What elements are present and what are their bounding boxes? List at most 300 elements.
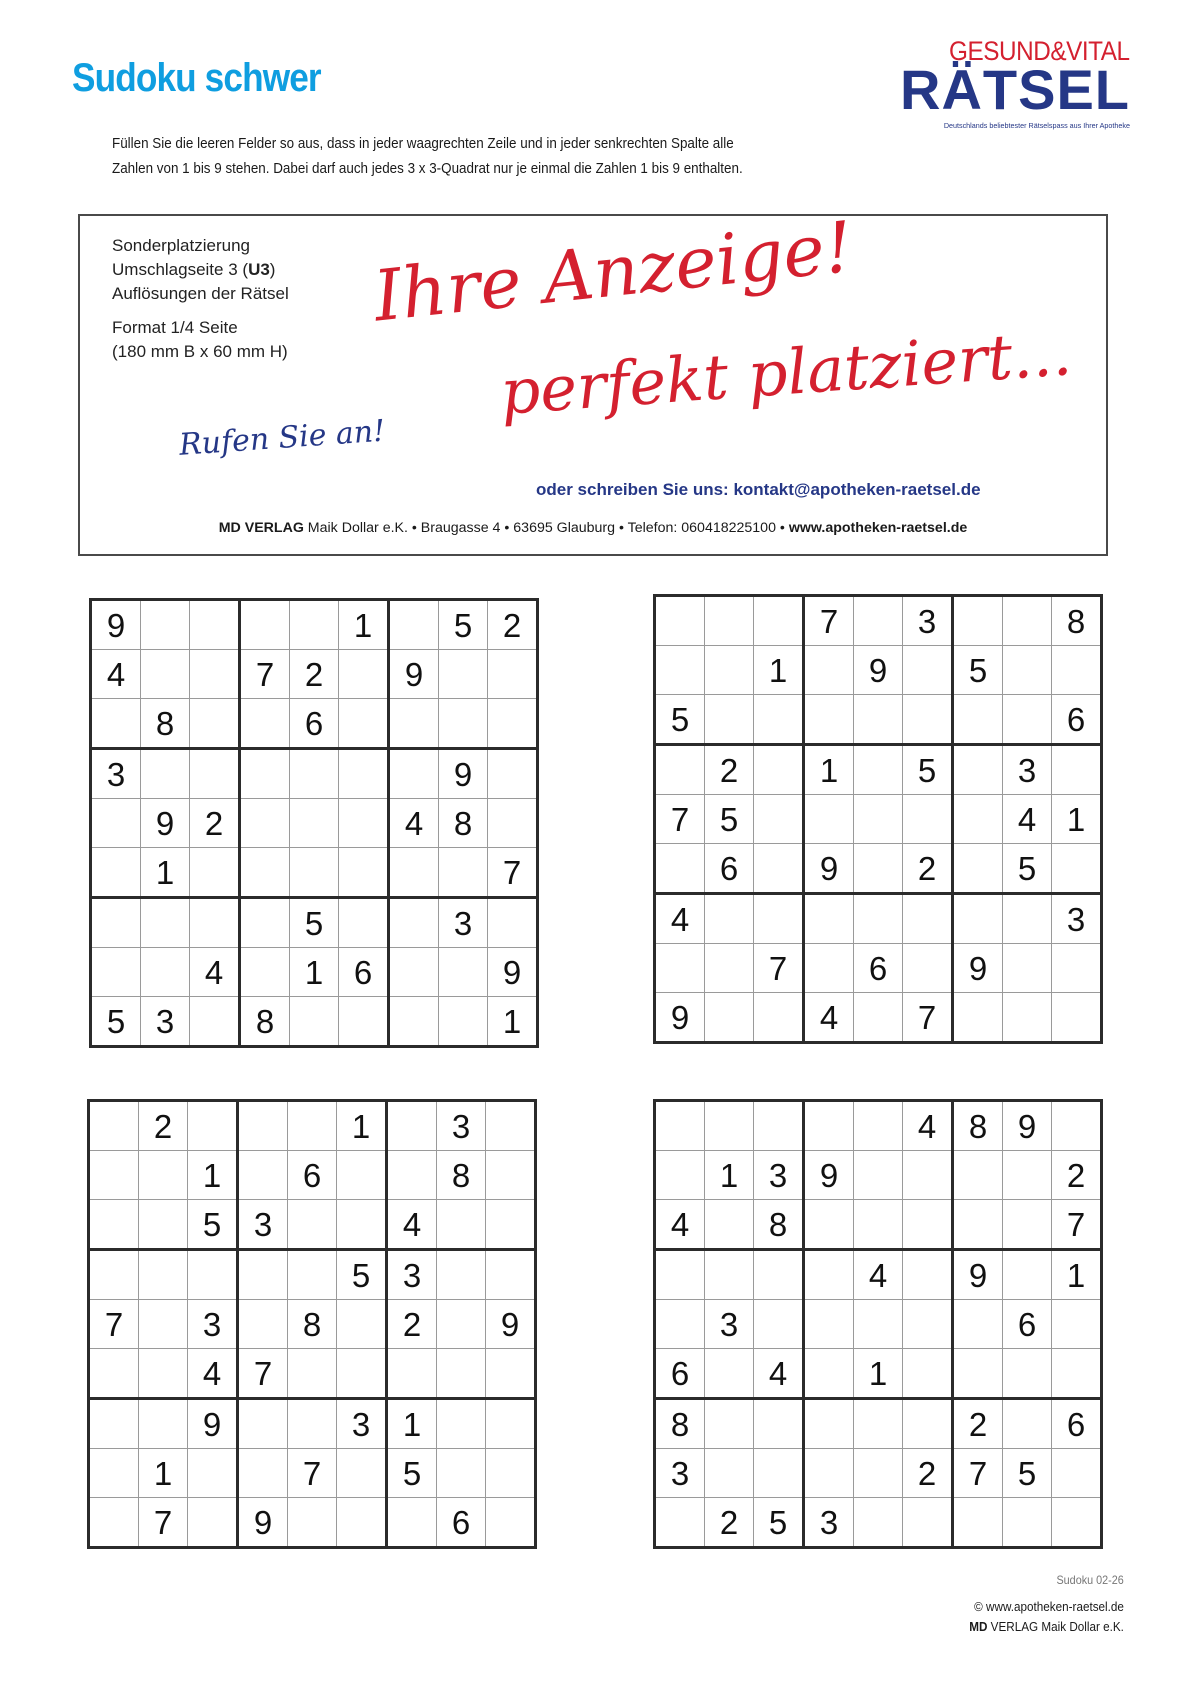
- sudoku-cell[interactable]: [337, 1498, 387, 1548]
- sudoku-cell[interactable]: [1003, 1349, 1052, 1399]
- sudoku-cell[interactable]: [437, 1300, 486, 1349]
- sudoku-row: [655, 894, 1102, 944]
- sudoku-cell[interactable]: [389, 749, 439, 799]
- sudoku-cell[interactable]: [439, 699, 488, 749]
- sudoku-row: [655, 795, 1102, 844]
- sudoku-cell[interactable]: [754, 894, 804, 944]
- ad-line-1: Sonderplatzierung: [112, 236, 250, 255]
- sudoku-cell[interactable]: [854, 1300, 903, 1349]
- sudoku-cell[interactable]: [953, 844, 1003, 894]
- sudoku-cell: 1: [754, 646, 804, 695]
- sudoku-cell[interactable]: [240, 749, 290, 799]
- sudoku-cell[interactable]: [804, 1449, 854, 1498]
- sudoku-cell[interactable]: [387, 1498, 437, 1548]
- sudoku-cell[interactable]: [705, 1349, 754, 1399]
- sudoku-cell[interactable]: [1052, 1300, 1102, 1349]
- sudoku-cell: 1: [387, 1399, 437, 1449]
- sudoku-cell[interactable]: [1052, 1349, 1102, 1399]
- sudoku-cell[interactable]: [854, 1449, 903, 1498]
- sudoku-cell[interactable]: [754, 1250, 804, 1300]
- sudoku-cell[interactable]: [1052, 993, 1102, 1043]
- sudoku-row: [655, 1200, 1102, 1250]
- sudoku-cell: 6: [655, 1349, 705, 1399]
- sudoku-cell[interactable]: [705, 646, 754, 695]
- sudoku-row: [91, 898, 538, 948]
- sudoku-cell[interactable]: [339, 997, 389, 1047]
- sudoku-cell[interactable]: [705, 894, 754, 944]
- sudoku-cell[interactable]: [754, 1300, 804, 1349]
- sudoku-cell[interactable]: [1003, 1151, 1052, 1200]
- footer-copyright: [969, 1597, 1124, 1637]
- sudoku-cell[interactable]: [754, 596, 804, 646]
- sudoku-cell: 2: [1052, 1151, 1102, 1200]
- sudoku-cell[interactable]: [854, 596, 903, 646]
- sudoku-cell: 1: [804, 745, 854, 795]
- sudoku-cell: 2: [903, 1449, 953, 1498]
- sudoku-cell[interactable]: [389, 600, 439, 650]
- sudoku-cell[interactable]: [437, 1349, 486, 1399]
- sudoku-cell[interactable]: [1003, 1200, 1052, 1250]
- sudoku-cell[interactable]: [655, 745, 705, 795]
- sudoku-cell[interactable]: [139, 1200, 188, 1250]
- sudoku-cell[interactable]: [437, 1200, 486, 1250]
- sudoku-cell[interactable]: [1003, 596, 1052, 646]
- sudoku-cell[interactable]: [804, 646, 854, 695]
- sudoku-cell[interactable]: [953, 795, 1003, 844]
- logo-tagline: Deutschlands beliebtester Rätselspass aus Ihrer Apotheke: [943, 121, 1130, 130]
- sudoku-cell[interactable]: [903, 1349, 953, 1399]
- sudoku-cell[interactable]: [387, 1349, 437, 1399]
- sudoku-cell[interactable]: [389, 898, 439, 948]
- sudoku-cell[interactable]: [854, 795, 903, 844]
- sudoku-cell[interactable]: [91, 948, 141, 997]
- sudoku-cell[interactable]: [655, 944, 705, 993]
- sudoku-cell: 8: [437, 1151, 486, 1200]
- sudoku-row: [655, 1498, 1102, 1548]
- sudoku-cell[interactable]: [139, 1399, 188, 1449]
- sudoku-cell[interactable]: [903, 1250, 953, 1300]
- sudoku-row: [655, 993, 1102, 1043]
- sudoku-cell: 5: [290, 898, 339, 948]
- sudoku-cell[interactable]: [91, 699, 141, 749]
- sudoku-cell[interactable]: [139, 1151, 188, 1200]
- sudoku-cell: 9: [439, 749, 488, 799]
- sudoku-cell: 1: [139, 1449, 188, 1498]
- sudoku-cell[interactable]: [488, 699, 538, 749]
- ad-line-4: Format 1/4 Seite: [112, 318, 238, 337]
- sudoku-cell[interactable]: [953, 745, 1003, 795]
- sudoku-cell: 7: [953, 1449, 1003, 1498]
- sudoku-cell: 4: [854, 1250, 903, 1300]
- sudoku-cell[interactable]: [339, 699, 389, 749]
- sudoku-cell: 6: [339, 948, 389, 997]
- sudoku-cell[interactable]: [804, 795, 854, 844]
- sudoku-cell: 3: [1003, 745, 1052, 795]
- sudoku-cell[interactable]: [1052, 944, 1102, 993]
- sudoku-cell: 3: [387, 1250, 437, 1300]
- sudoku-row: [89, 1101, 536, 1151]
- sudoku-cell[interactable]: [1003, 695, 1052, 745]
- sudoku-cell[interactable]: [439, 948, 488, 997]
- sudoku-cell: 6: [1052, 695, 1102, 745]
- sudoku-cell[interactable]: [190, 600, 240, 650]
- sudoku-cell[interactable]: [190, 749, 240, 799]
- sudoku-cell: 2: [488, 600, 538, 650]
- sudoku-cell: 3: [705, 1300, 754, 1349]
- sudoku-cell[interactable]: [854, 1399, 903, 1449]
- sudoku-cell: 7: [1052, 1200, 1102, 1250]
- sudoku-cell[interactable]: [141, 898, 190, 948]
- sudoku-cell[interactable]: [1052, 1498, 1102, 1548]
- sudoku-cell[interactable]: [240, 799, 290, 848]
- sudoku-cell[interactable]: [705, 1250, 754, 1300]
- sudoku-cell[interactable]: [339, 799, 389, 848]
- sudoku-cell[interactable]: [141, 600, 190, 650]
- sudoku-cell: 7: [89, 1300, 139, 1349]
- sudoku-cell[interactable]: [903, 795, 953, 844]
- sudoku-cell[interactable]: [288, 1101, 337, 1151]
- sudoku-cell[interactable]: [337, 1349, 387, 1399]
- sudoku-cell[interactable]: [903, 1399, 953, 1449]
- sudoku-cell: 5: [1003, 844, 1052, 894]
- sudoku-cell[interactable]: [1003, 646, 1052, 695]
- sudoku-cell: 9: [488, 948, 538, 997]
- sudoku-cell[interactable]: [288, 1498, 337, 1548]
- sudoku-cell[interactable]: [953, 1151, 1003, 1200]
- ad-footer-bold: MD VERLAG: [218, 520, 304, 536]
- sudoku-cell: 8: [141, 699, 190, 749]
- sudoku-cell[interactable]: [854, 1200, 903, 1250]
- sudoku-cell[interactable]: [439, 848, 488, 898]
- sudoku-cell[interactable]: [139, 1300, 188, 1349]
- sudoku-cell[interactable]: [804, 944, 854, 993]
- sudoku-cell[interactable]: [89, 1151, 139, 1200]
- sudoku-cell[interactable]: [754, 1399, 804, 1449]
- sudoku-cell[interactable]: [240, 948, 290, 997]
- sudoku-cell[interactable]: [854, 1101, 903, 1151]
- sudoku-cell: 9: [486, 1300, 536, 1349]
- sudoku-cell[interactable]: [389, 848, 439, 898]
- sudoku-cell[interactable]: [91, 799, 141, 848]
- sudoku-cell[interactable]: [339, 848, 389, 898]
- sudoku-cell: 5: [953, 646, 1003, 695]
- sudoku-cell: 9: [238, 1498, 288, 1548]
- sudoku-cell: 3: [439, 898, 488, 948]
- sudoku-cell: 3: [91, 749, 141, 799]
- sudoku-cell[interactable]: [240, 898, 290, 948]
- sudoku-cell[interactable]: [1003, 1250, 1052, 1300]
- sudoku-cell[interactable]: [705, 1101, 754, 1151]
- sudoku-cell[interactable]: [854, 1151, 903, 1200]
- sudoku-cell[interactable]: [290, 600, 339, 650]
- sudoku-cell[interactable]: [1052, 1449, 1102, 1498]
- sudoku-cell[interactable]: [655, 1151, 705, 1200]
- sudoku-cell[interactable]: [854, 993, 903, 1043]
- sudoku-cell: 3: [437, 1101, 486, 1151]
- sudoku-row: [91, 799, 538, 848]
- sudoku-cell[interactable]: [1052, 646, 1102, 695]
- sudoku-cell: 1: [705, 1151, 754, 1200]
- sudoku-row: [89, 1151, 536, 1200]
- sudoku-cell: 6: [854, 944, 903, 993]
- sudoku-cell[interactable]: [1003, 1498, 1052, 1548]
- sudoku-cell[interactable]: [953, 1200, 1003, 1250]
- sudoku-row: [655, 1349, 1102, 1399]
- sudoku-cell[interactable]: [437, 1449, 486, 1498]
- ad-footer-text: Maik Dollar e.K. • Braugasse 4 • 63695 Glauburg • Telefon: 060418225100 •: [303, 520, 789, 536]
- sudoku-cell[interactable]: [89, 1200, 139, 1250]
- sudoku-cell: 3: [188, 1300, 238, 1349]
- sudoku-cell[interactable]: [486, 1200, 536, 1250]
- sudoku-cell[interactable]: [238, 1449, 288, 1498]
- sudoku-cell[interactable]: [705, 695, 754, 745]
- sudoku-cell[interactable]: [339, 650, 389, 699]
- sudoku-cell[interactable]: [91, 848, 141, 898]
- sudoku-cell[interactable]: [89, 1449, 139, 1498]
- sudoku-cell[interactable]: [488, 898, 538, 948]
- sudoku-cell[interactable]: [439, 997, 488, 1047]
- sudoku-cell[interactable]: [190, 650, 240, 699]
- sudoku-cell[interactable]: [188, 1449, 238, 1498]
- sudoku-cell[interactable]: [389, 699, 439, 749]
- sudoku-cell[interactable]: [486, 1250, 536, 1300]
- sudoku-cell[interactable]: [754, 745, 804, 795]
- sudoku-cell[interactable]: [804, 1200, 854, 1250]
- sudoku-cell: 6: [1052, 1399, 1102, 1449]
- sudoku-cell[interactable]: [89, 1250, 139, 1300]
- sudoku-row: [91, 699, 538, 749]
- sudoku-cell[interactable]: [854, 695, 903, 745]
- sudoku-cell[interactable]: [1052, 844, 1102, 894]
- sudoku-cell[interactable]: [290, 749, 339, 799]
- sudoku-cell[interactable]: [854, 894, 903, 944]
- sudoku-cell[interactable]: [339, 898, 389, 948]
- sudoku-cell: 7: [238, 1349, 288, 1399]
- sudoku-row: [91, 997, 538, 1047]
- sudoku-cell[interactable]: [437, 1250, 486, 1300]
- sudoku-cell[interactable]: [705, 944, 754, 993]
- sudoku-cell: 2: [953, 1399, 1003, 1449]
- sudoku-cell[interactable]: [89, 1101, 139, 1151]
- sudoku-cell[interactable]: [903, 944, 953, 993]
- sudoku-cell[interactable]: [754, 993, 804, 1043]
- sudoku-cell[interactable]: [1003, 944, 1052, 993]
- sudoku-cell[interactable]: [238, 1250, 288, 1300]
- sudoku-cell[interactable]: [804, 1101, 854, 1151]
- sudoku-cell[interactable]: [337, 1151, 387, 1200]
- sudoku-cell[interactable]: [190, 699, 240, 749]
- sudoku-cell[interactable]: [854, 844, 903, 894]
- sudoku-cell[interactable]: [754, 1101, 804, 1151]
- sudoku-cell[interactable]: [705, 993, 754, 1043]
- sudoku-cell[interactable]: [488, 749, 538, 799]
- sudoku-row: [91, 848, 538, 898]
- sudoku-cell: 8: [288, 1300, 337, 1349]
- sudoku-cell[interactable]: [89, 1349, 139, 1399]
- sudoku-cell[interactable]: [705, 1399, 754, 1449]
- sudoku-cell: 5: [387, 1449, 437, 1498]
- sudoku-cell[interactable]: [804, 1300, 854, 1349]
- sudoku-cell: 1: [1052, 1250, 1102, 1300]
- sudoku-cell[interactable]: [903, 646, 953, 695]
- sudoku-cell[interactable]: [953, 695, 1003, 745]
- sudoku-row: [91, 948, 538, 997]
- sudoku-cell[interactable]: [486, 1101, 536, 1151]
- sudoku-cell[interactable]: [655, 1498, 705, 1548]
- sudoku-cell[interactable]: [903, 695, 953, 745]
- sudoku-cell[interactable]: [1003, 894, 1052, 944]
- sudoku-cell[interactable]: [387, 1151, 437, 1200]
- logo-main-text: RÄTSEL: [900, 58, 1130, 121]
- sudoku-cell[interactable]: [705, 1200, 754, 1250]
- sudoku-cell[interactable]: [190, 898, 240, 948]
- sudoku-cell[interactable]: [953, 1498, 1003, 1548]
- sudoku-cell[interactable]: [290, 848, 339, 898]
- sudoku-cell[interactable]: [486, 1399, 536, 1449]
- sudoku-cell: 7: [288, 1449, 337, 1498]
- sudoku-cell: 3: [903, 596, 953, 646]
- sudoku-cell[interactable]: [488, 650, 538, 699]
- sudoku-cell: 1: [854, 1349, 903, 1399]
- sudoku-cell[interactable]: [953, 993, 1003, 1043]
- sudoku-cell[interactable]: [1003, 993, 1052, 1043]
- sudoku-cell[interactable]: [389, 997, 439, 1047]
- sudoku-cell[interactable]: [903, 1300, 953, 1349]
- sudoku-cell[interactable]: [1052, 745, 1102, 795]
- sudoku-cell[interactable]: [290, 997, 339, 1047]
- sudoku-cell[interactable]: [903, 1151, 953, 1200]
- ad-call-text: Rufen Sie an!: [178, 413, 387, 463]
- sudoku-cell[interactable]: [238, 1151, 288, 1200]
- sudoku-cell[interactable]: [389, 948, 439, 997]
- sudoku-cell[interactable]: [804, 1399, 854, 1449]
- sudoku-cell[interactable]: [486, 1151, 536, 1200]
- sudoku-cell[interactable]: [141, 650, 190, 699]
- sudoku-cell[interactable]: [1052, 1101, 1102, 1151]
- sudoku-cell: 5: [705, 795, 754, 844]
- sudoku-cell[interactable]: [337, 1449, 387, 1498]
- sudoku-cell[interactable]: [240, 699, 290, 749]
- sudoku-cell: 2: [139, 1101, 188, 1151]
- sudoku-cell[interactable]: [339, 749, 389, 799]
- sudoku-cell[interactable]: [188, 1498, 238, 1548]
- sudoku-cell[interactable]: [238, 1399, 288, 1449]
- sudoku-cell[interactable]: [486, 1498, 536, 1548]
- sudoku-cell[interactable]: [953, 1300, 1003, 1349]
- sudoku-cell[interactable]: [139, 1349, 188, 1399]
- sudoku-cell[interactable]: [903, 894, 953, 944]
- sudoku-cell[interactable]: [89, 1498, 139, 1548]
- sudoku-cell: 9: [188, 1399, 238, 1449]
- sudoku-cell: 4: [903, 1101, 953, 1151]
- sudoku-cell: 6: [705, 844, 754, 894]
- sudoku-cell[interactable]: [804, 894, 854, 944]
- copyright-line: © www.apotheken-raetsel.de: [974, 1599, 1124, 1614]
- sudoku-cell[interactable]: [655, 1250, 705, 1300]
- sudoku-cell: 5: [188, 1200, 238, 1250]
- sudoku-cell[interactable]: [439, 650, 488, 699]
- sudoku-cell[interactable]: [290, 799, 339, 848]
- sudoku-cell[interactable]: [953, 894, 1003, 944]
- sudoku-cell[interactable]: [288, 1250, 337, 1300]
- sudoku-cell[interactable]: [141, 948, 190, 997]
- sudoku-cell[interactable]: [1003, 1399, 1052, 1449]
- sudoku-cell[interactable]: [754, 795, 804, 844]
- sudoku-cell: 3: [1052, 894, 1102, 944]
- sudoku-cell: 4: [387, 1200, 437, 1250]
- sudoku-cell[interactable]: [705, 1449, 754, 1498]
- sudoku-cell[interactable]: [754, 1449, 804, 1498]
- sudoku-cell[interactable]: [240, 600, 290, 650]
- sudoku-cell[interactable]: [240, 848, 290, 898]
- sudoku-cell: 7: [139, 1498, 188, 1548]
- sudoku-cell[interactable]: [754, 844, 804, 894]
- ad-line-2-suffix: ): [269, 260, 276, 279]
- sudoku-cell[interactable]: [437, 1399, 486, 1449]
- sudoku-cell[interactable]: [655, 1101, 705, 1151]
- sudoku-cell[interactable]: [141, 749, 190, 799]
- sudoku-cell[interactable]: [288, 1200, 337, 1250]
- sudoku-cell[interactable]: [655, 646, 705, 695]
- sudoku-cell[interactable]: [754, 695, 804, 745]
- sudoku-cell[interactable]: [953, 1349, 1003, 1399]
- sudoku-cell[interactable]: [387, 1101, 437, 1151]
- sudoku-cell[interactable]: [190, 848, 240, 898]
- sudoku-cell[interactable]: [139, 1250, 188, 1300]
- sudoku-row: [89, 1399, 536, 1449]
- sudoku-cell[interactable]: [655, 1300, 705, 1349]
- sudoku-cell[interactable]: [238, 1101, 288, 1151]
- sudoku-cell[interactable]: [655, 596, 705, 646]
- sudoku-cell[interactable]: [288, 1399, 337, 1449]
- sudoku-cell[interactable]: [188, 1101, 238, 1151]
- sudoku-cell: 2: [387, 1300, 437, 1349]
- sudoku-cell[interactable]: [655, 844, 705, 894]
- sudoku-cell[interactable]: [953, 596, 1003, 646]
- sudoku-cell[interactable]: [486, 1449, 536, 1498]
- sudoku-cell[interactable]: [89, 1399, 139, 1449]
- sudoku-cell[interactable]: [190, 997, 240, 1047]
- sudoku-cell[interactable]: [903, 1200, 953, 1250]
- sudoku-cell[interactable]: [337, 1300, 387, 1349]
- sudoku-cell[interactable]: [188, 1250, 238, 1300]
- sudoku-cell[interactable]: [854, 1498, 903, 1548]
- sudoku-row: [655, 695, 1102, 745]
- sudoku-row: [655, 844, 1102, 894]
- sudoku-cell[interactable]: [486, 1349, 536, 1399]
- sudoku-cell[interactable]: [804, 1250, 854, 1300]
- sudoku-cell[interactable]: [854, 745, 903, 795]
- sudoku-cell[interactable]: [804, 695, 854, 745]
- sudoku-cell[interactable]: [288, 1349, 337, 1399]
- sudoku-cell[interactable]: [238, 1300, 288, 1349]
- sudoku-cell: 8: [439, 799, 488, 848]
- sudoku-cell: 3: [804, 1498, 854, 1548]
- sudoku-cell: 4: [804, 993, 854, 1043]
- sudoku-cell[interactable]: [91, 898, 141, 948]
- page-title: Sudoku schwer: [72, 56, 321, 100]
- sudoku-cell: 9: [854, 646, 903, 695]
- sudoku-row: [91, 650, 538, 699]
- sudoku-row: [655, 1250, 1102, 1300]
- sudoku-cell[interactable]: [903, 1498, 953, 1548]
- sudoku-cell[interactable]: [705, 596, 754, 646]
- sudoku-cell[interactable]: [804, 1349, 854, 1399]
- sudoku-cell[interactable]: [337, 1200, 387, 1250]
- sudoku-row: [89, 1349, 536, 1399]
- sudoku-cell: 4: [91, 650, 141, 699]
- sudoku-cell[interactable]: [488, 799, 538, 848]
